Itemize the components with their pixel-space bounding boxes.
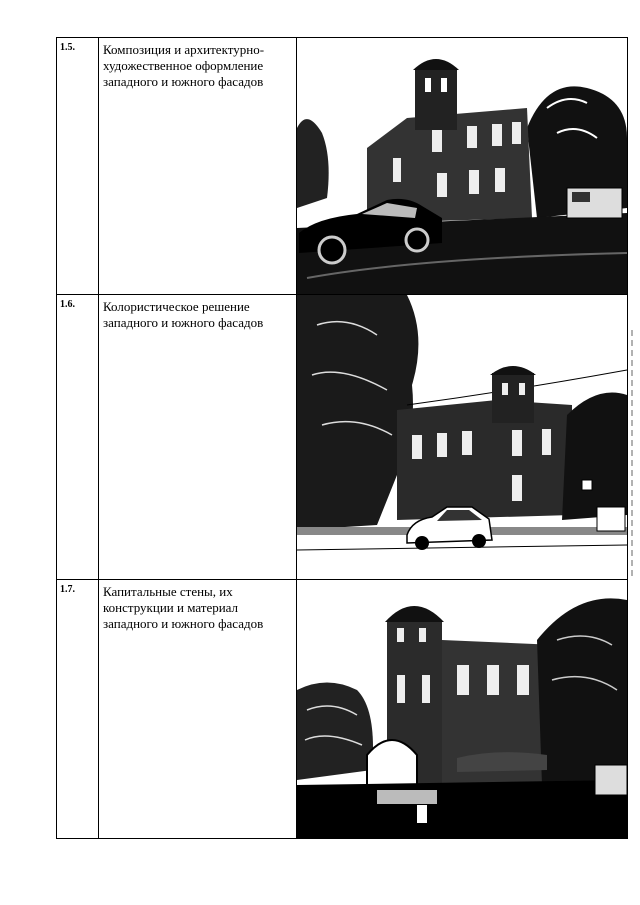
table-row: [57, 38, 628, 295]
table-row: [57, 295, 628, 580]
table-row: [57, 580, 628, 839]
scan-edge-mark: [631, 330, 633, 580]
building-facade-with-trees-photo: [297, 295, 627, 579]
row-photo-cell: [297, 580, 628, 839]
row-title: Колористическое решение западного и южного фасадов: [99, 295, 297, 580]
row-number: 1.5.: [57, 38, 99, 295]
row-number: 1.7.: [57, 580, 99, 839]
specification-table: [56, 37, 628, 839]
row-photo-cell: [297, 38, 628, 295]
row-number: 1.6.: [57, 295, 99, 580]
row-title: Композиция и архитектурно-художественное оформление западного и южного фасадов: [99, 38, 297, 295]
row-photo-cell: [297, 295, 628, 580]
building-tower-corner-photo: [297, 580, 627, 838]
building-corner-with-car-photo: [297, 38, 627, 294]
row-title: Капитальные стены, их конструкции и материал западного и южного фасадов: [99, 580, 297, 839]
